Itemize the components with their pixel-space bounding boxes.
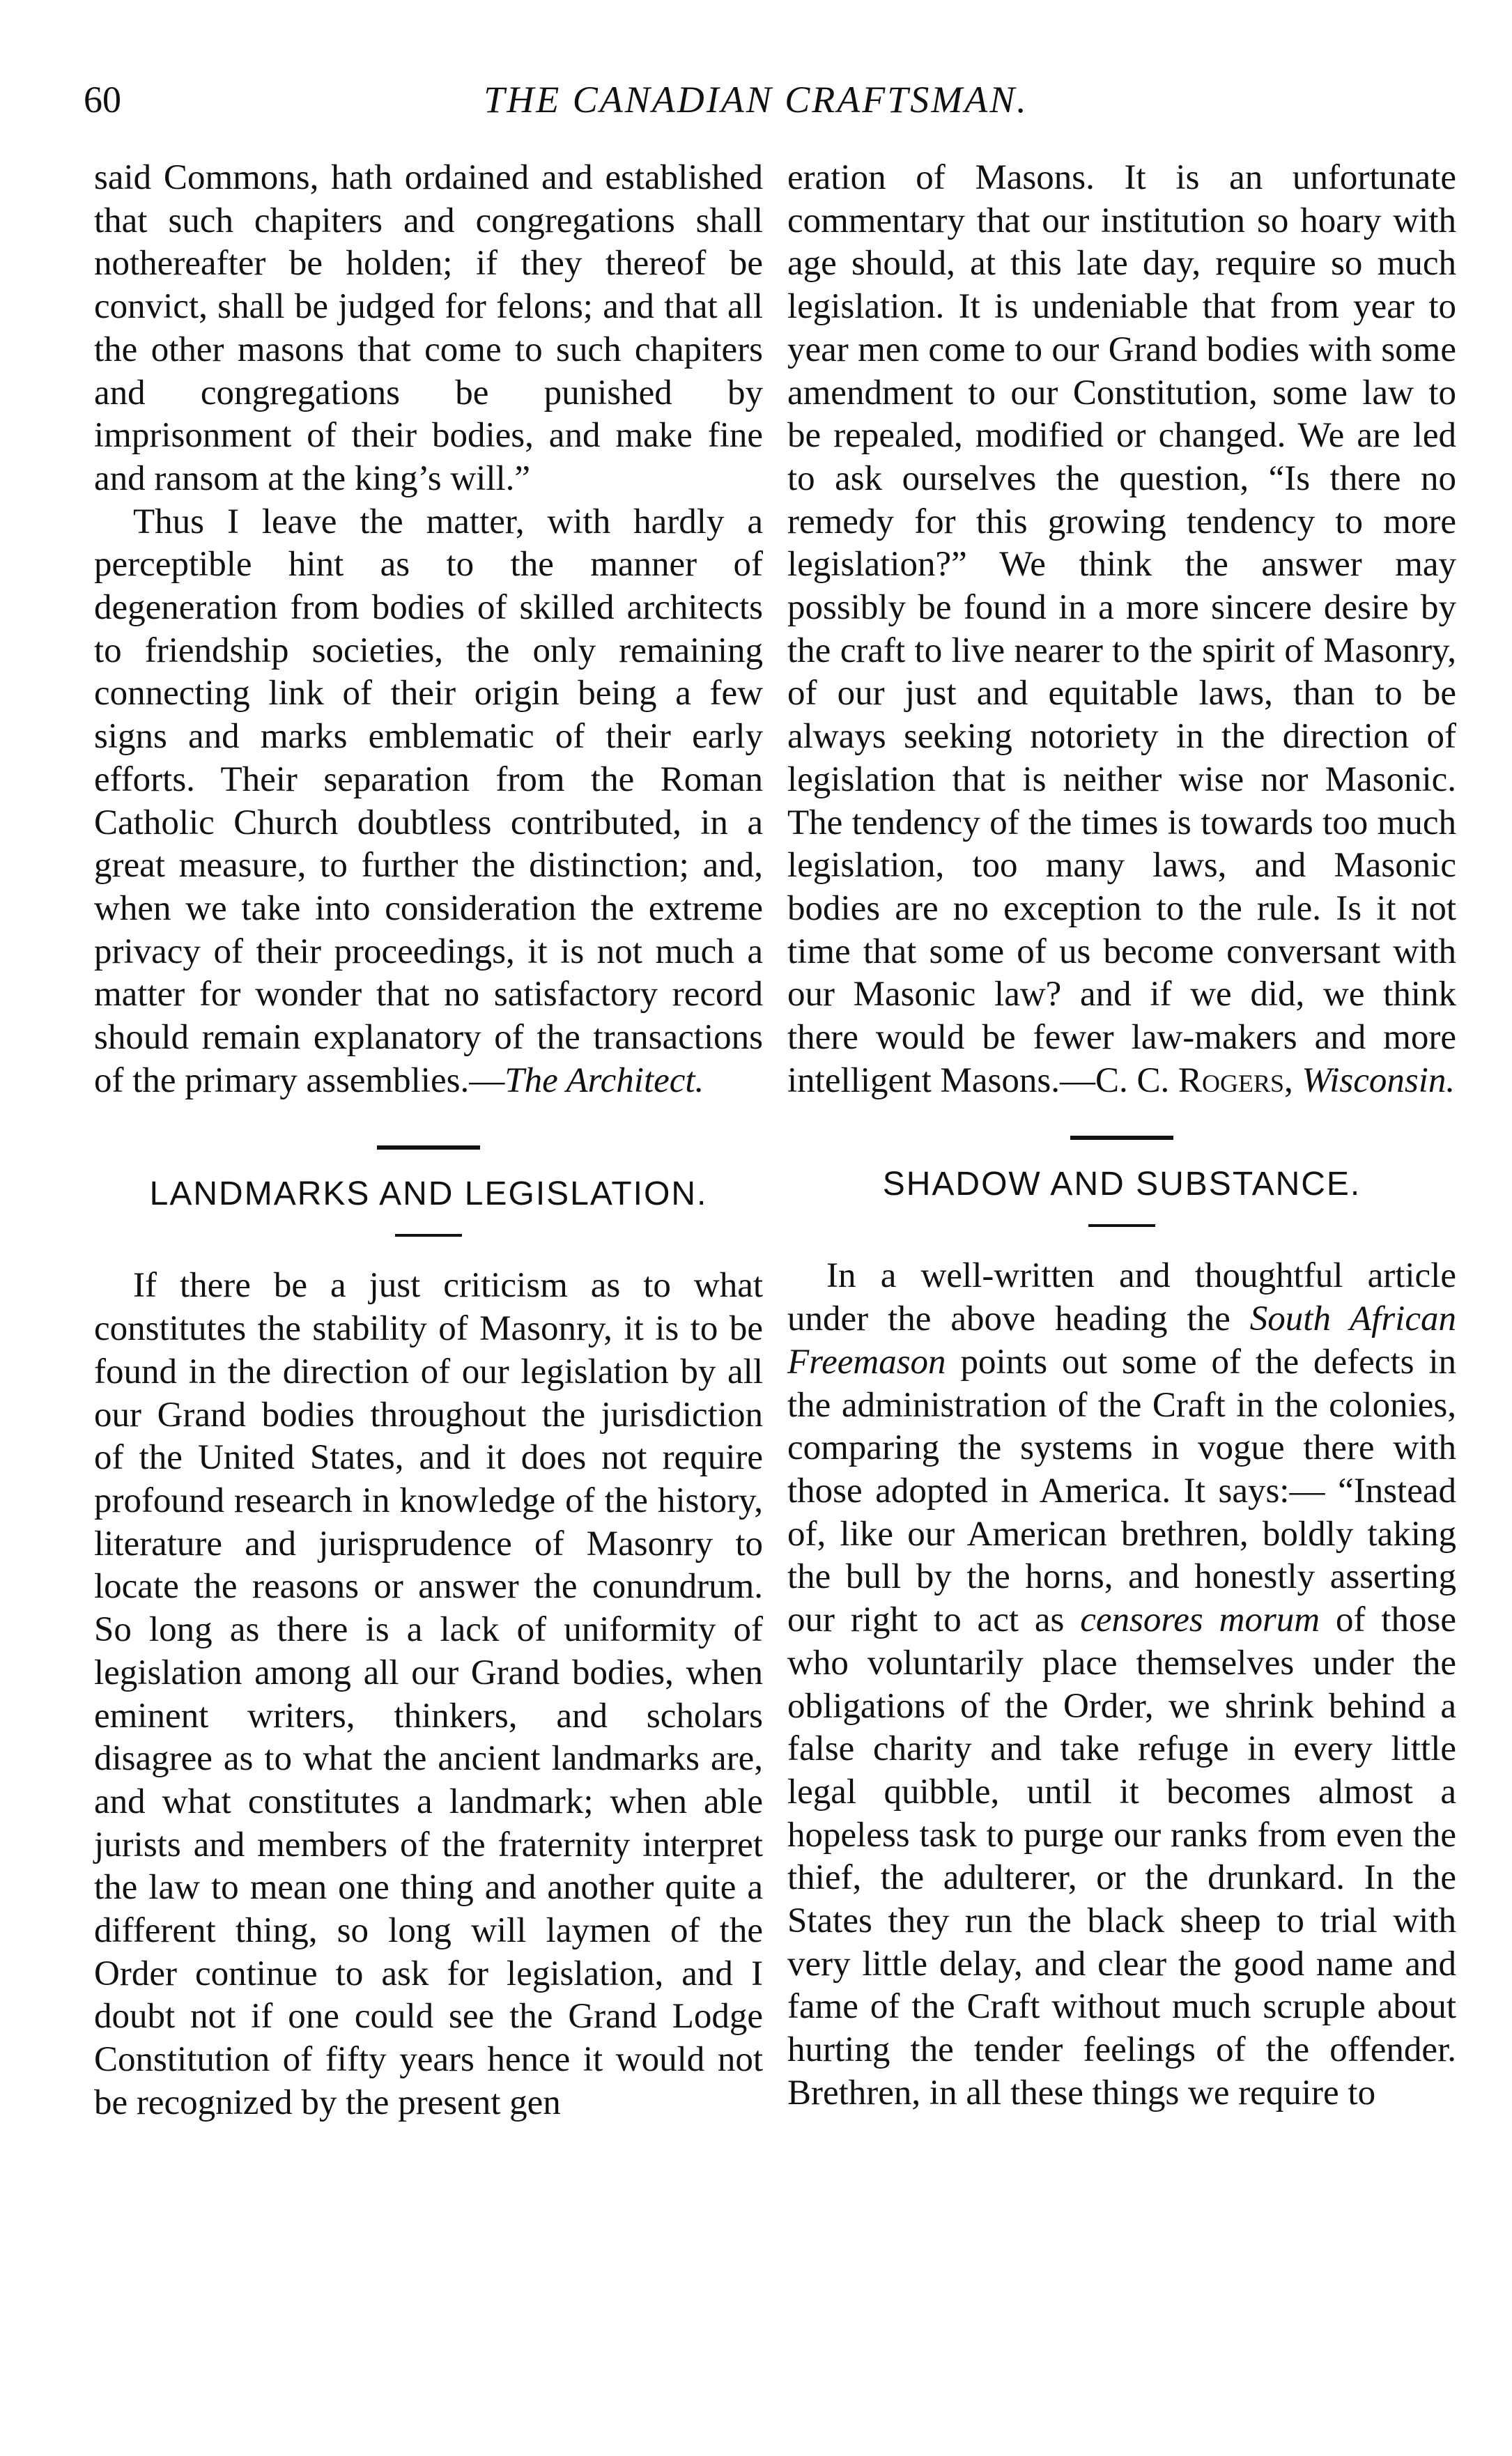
left-column (94, 157, 763, 2125)
author-place: Wisconsin. (1302, 1060, 1456, 1100)
latin-phrase: censores morum (1080, 1600, 1320, 1640)
right-column (787, 157, 1456, 2115)
running-title: THE CANADIAN CRAFTSMAN. (484, 79, 1028, 121)
paragraph-text: points out some of the defects in the administration of the Craft in the colonies, comparing the systems in vogue there with those adopted in America. It says:— “Instead of, like our American brethren, boldly taking the bull by the horns, and honestly asserting our right to act as (787, 1342, 1456, 1640)
heading-shadow: SHADOW AND SUBSTANCE. (882, 1166, 1361, 1203)
paragraph-degeneration (94, 501, 763, 1103)
paragraph-shadow (787, 1255, 1456, 2115)
paragraph-text: of those who voluntarily place themselves under the obligations of the Order, we shrink behind a false charity and take refuge in every little legal quibble, until it becomes almost a hopeless task to purge our ranks from even the thief, the adulterer, or the drunkard. In the States they run the black sheep to trial with very little delay, and clear the good name and fame of the Craft without much scruple about hurting the tender feelings of the offender. Brethren, in all these things we require to (787, 1600, 1456, 2113)
page-number: 60 (84, 79, 121, 121)
source-citation: The Architect. (504, 1060, 704, 1100)
journal-citation: South African Freemason (787, 1299, 1456, 1382)
paragraph-text: Thus I leave the matter, with hardly a perceptible hint as to the manner of degeneration from bodies of skilled architects to friendship societies, the only remaining connecting link of their origin being a few signs and marks emblematic of their early efforts. Their separation from the Roman Catholic Church doubtless contributed, in a great measure, to further the distinction; and, when we take into consideration the extreme privacy of their proceedings, it is not much a matter for wonder that no satisfactory record should remain explanatory of the transactions of the primary assemblies.— (94, 502, 763, 1100)
quote-continuation: said Commons, hath ordained and established that such chapiters and congregations shall nothereafter be holden; if they thereof be convict, shall be judged for felons; and that all the other masons that come to such chapiters and congregations be punished by imprisonment of their bodies, and make fine and ransom at the king’s will.” (94, 158, 763, 498)
paragraph-text: In a well-written and thoughtful article under the above heading the (787, 1256, 1456, 1339)
paragraph-text: eration of Masons. It is an unfortunate commentary that our institution so hoary with age should, at this late day, require so much legislation. It is undeniable that from year to year men come to our Grand bodies with some amendment to our Constitution, some law to be repealed, modified or changed. We are led to ask ourselves the question, “Is there no remedy for this growing tendency to more legislation?” We think the answer may possibly be found in a more sincere desire by the craft to live nearer to the spirit of Masonry, of our just and equitable laws, than to be always seeking notoriety in the direction of legislation that is neither wise nor Masonic. The tendency of the times is towards too much legislation, too many laws, and Masonic bodies are no exception to the rule. Is it not time that some of us become conversant with our Masonic law? and if we did, we think there would be fewer law-makers and more intelligent Masons.—C. C. (787, 158, 1456, 1100)
heading-landmarks: LANDMARKS AND LEGISLATION. (149, 1175, 708, 1213)
paragraph-continued (787, 157, 1456, 1102)
paragraph-landmarks: If there be a just criticism as to what constitutes the stability of Masonry, it is to be found in the direction of our legislation by all our Grand bodies throughout the jurisdiction of the United States, and it does not require profound research in knowledge of the history, literature and jurisprudence of Masonry to locate the reasons or answer the conundrum. So long as there is a lack of uniformity of legislation among all our Grand bodies, when eminent writers, thinkers, and scholars disagree as to what the ancient landmarks are, and what constitutes a landmark; when able jurists and members of the fraternity interpret the law to mean one thing and another quite a different thing, so long will laymen of the Order continue to ask for legislation, and I doubt not if one could see the Grand Lodge Constitution of fifty years hence it would not be recognized by the present gen (94, 1266, 763, 2122)
page-header (84, 78, 1428, 141)
author-name: Rogers, (1178, 1060, 1293, 1100)
